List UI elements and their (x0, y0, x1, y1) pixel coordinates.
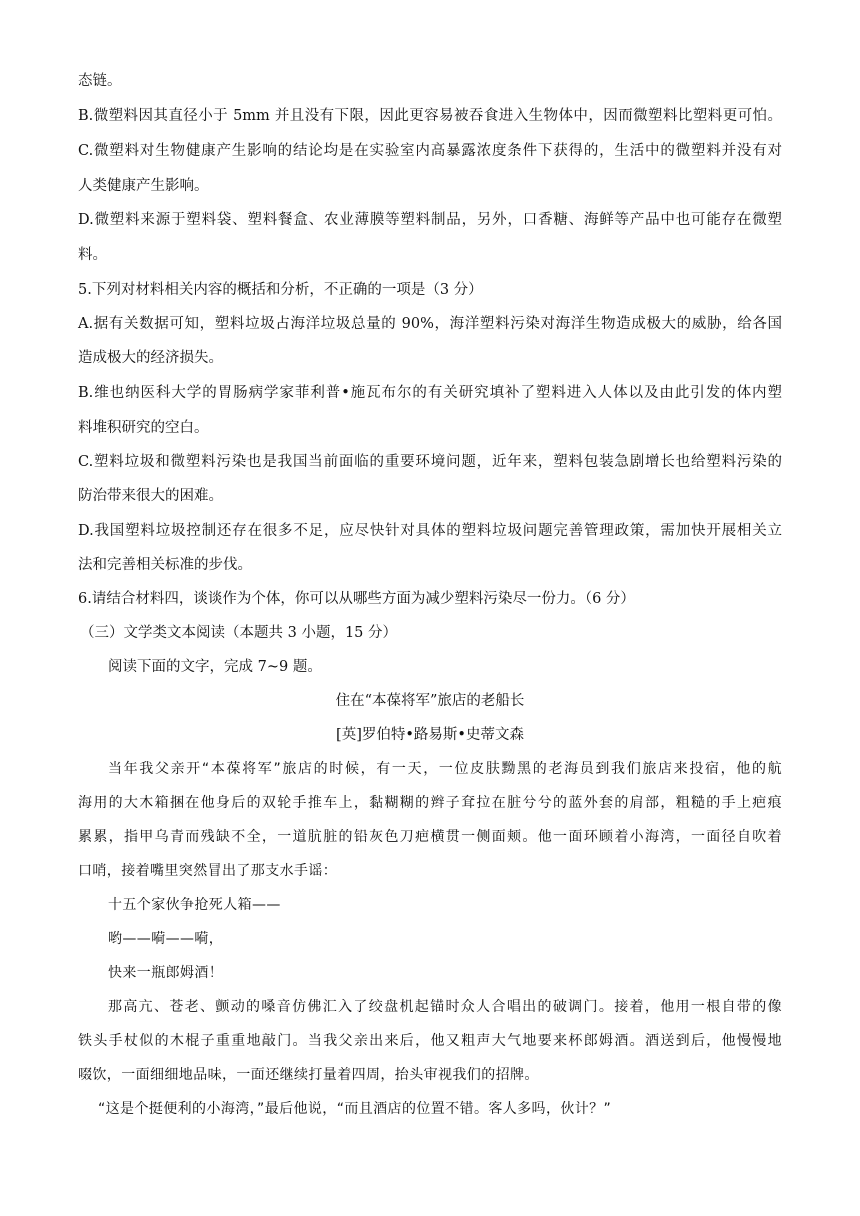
story-paragraph-1-line4: 口哨，接着嘴里突然冒出了那支水手谣： (78, 863, 338, 879)
q5-option-a-line2: 造成极大的经济损失。 (78, 350, 223, 366)
story-paragraph-1-line1: 当年我父亲开“本葆将军”旅店的时候，有一天，一位皮肤黝黑的老海员到我们旅店来投宿，他的航 (108, 761, 782, 777)
story-title: 住在“本葆将军”旅店的老船长 (335, 693, 525, 709)
q4-option-a-end: 态链。 (78, 73, 122, 89)
q6-stem: 6.请结合材料四，谈谈作为个体，你可以从哪些方面为减少塑料污染尽一份力。（6 分） (78, 591, 635, 607)
story-paragraph-2-line1: 那高亢、苍老、颤动的嗓音仿佛汇入了绞盘机起锚时众人合唱出的破调门。接着，他用一根自带的像 (108, 999, 782, 1015)
q4-option-c-line1: C.微塑料对生物健康产生影响的结论均是在实验室内高暴露浓度条件下获得的，生活中的微塑料并没有对 (78, 143, 782, 159)
story-paragraph-1-line3: 累累，指甲乌青而残缺不全，一道肮脏的铅灰色刀疤横贯一侧面颊。他一面环顾着小海湾，一面径自吹着 (78, 829, 782, 845)
q4-option-d-line2: 料。 (78, 247, 107, 263)
story-paragraph-1-line2: 海用的大木箱捆在他身后的双轮手推车上，黏糊糊的辫子耷拉在脏兮兮的蓝外套的肩部，粗糙的手上疤痕 (78, 795, 782, 811)
q4-option-b: B.微塑料因其直径小于 5mm 并且没有下限，因此更容易被吞食进入生物体中，因而微塑料比塑料更可怕。 (78, 108, 782, 124)
q4-option-c-line2: 人类健康产生影响。 (78, 178, 209, 194)
song-line-3: 快来一瓶郎姆酒！ (108, 965, 224, 981)
q5-option-d-line2: 法和完善相关标准的步伐。 (78, 557, 252, 573)
q5-option-b-line1: B.维也纳医科大学的胃肠病学家菲利普•施瓦布尔的有关研究填补了塑料进入人体以及由此引发的体内塑 (78, 385, 782, 401)
section-3-heading: （三）文学类文本阅读（本题共 3 小题，15 分） (80, 625, 398, 641)
q5-option-a-line1: A.据有关数据可知，塑料垃圾占海洋垃圾总量的 90%，海洋塑料污染对海洋生物造成极大的威胁，给各国 (78, 316, 782, 332)
q5-stem: 5.下列对材料相关内容的概括和分析，不正确的一项是（3 分） (78, 282, 483, 298)
story-paragraph-2-line3: 啜饮，一面细细地品味，一面还继续打量着四周，抬头审视我们的招牌。 (78, 1067, 539, 1083)
song-line-2: 哟——嗬——嗬， (108, 931, 224, 947)
story-paragraph-2-line2: 铁头手杖似的木棍子重重地敲门。当我父亲出来后，他又粗声大气地要来杯郎姆酒。酒送到后，他慢慢地 (78, 1033, 782, 1049)
story-paragraph-3: “这是个挺便利的小海湾，”最后他说，“而且酒店的位置不错。客人多吗，伙计？” (98, 1101, 612, 1117)
q5-option-c-line1: C.塑料垃圾和微塑料污染也是我国当前面临的重要环境问题，近年来，塑料包装急剧增长也给塑料污染的 (78, 454, 782, 470)
q5-option-d-line1: D.我国塑料垃圾控制还存在很多不足，应尽快针对具体的塑料垃圾问题完善管理政策，需加快开展相关立 (78, 523, 782, 539)
q5-option-b-line2: 料堆积研究的空白。 (78, 420, 209, 436)
song-line-1: 十五个家伙争抢死人箱—— (108, 897, 281, 913)
story-author: [英]罗伯特•路易斯•史蒂文森 (336, 727, 524, 743)
q4-option-d-line1: D.微塑料来源于塑料袋、塑料餐盒、农业薄膜等塑料制品，另外，口香糖、海鲜等产品中也可能存在微塑 (78, 212, 782, 228)
reading-instruction: 阅读下面的文字，完成 7~9 题。 (108, 659, 322, 675)
q5-option-c-line2: 防治带来很大的困难。 (78, 488, 223, 504)
